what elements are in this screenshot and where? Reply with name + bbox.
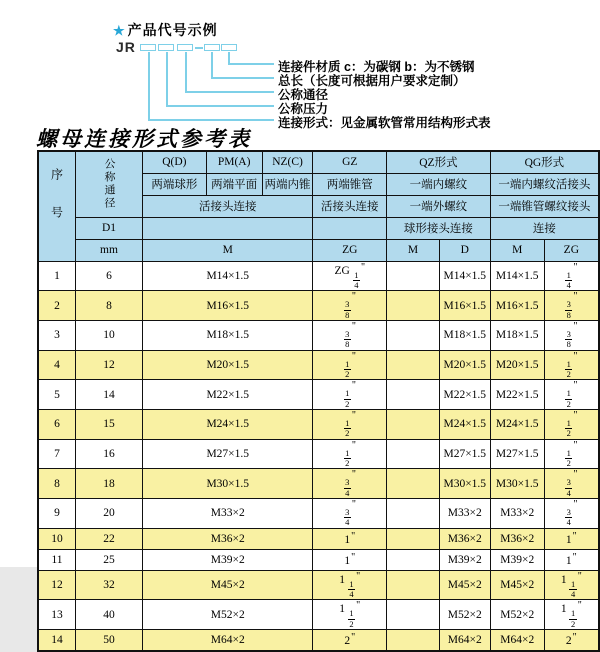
header-mm: mm — [76, 239, 143, 261]
seq-cell: 1 — [38, 261, 76, 291]
qg-m-cell: M27×1.5 — [490, 439, 544, 469]
header-sub-qg: 一端内螺纹活接头 — [490, 173, 599, 195]
table-row — [38, 469, 599, 499]
qz-m-cell — [387, 439, 440, 469]
table-row — [38, 261, 599, 291]
seq-cell: 6 — [38, 409, 76, 439]
table-row — [38, 570, 599, 600]
qz-d-cell: M64×2 — [439, 630, 490, 651]
qg-m-cell: M64×2 — [490, 630, 544, 651]
dn-cell: 14 — [76, 380, 143, 410]
header-gz-blank — [313, 217, 387, 239]
header-sub-pma: 两端平面 — [206, 173, 262, 195]
dn-cell: 10 — [76, 320, 143, 350]
qg-zg-cell: $\frac{3}{4}$ " — [544, 469, 599, 499]
qg-m-cell: M36×2 — [490, 528, 544, 549]
header-col-gz: GZ — [313, 151, 387, 173]
label-total-length: 总长（长度可根据用户要求定制） — [278, 74, 466, 88]
label-nominal-diameter: 公称通径 — [278, 88, 329, 102]
qg-zg-cell: 1 $\frac{1}{4}$ " — [544, 570, 599, 600]
header-unit-qz-m: M — [387, 239, 440, 261]
dn-cell: 25 — [76, 549, 143, 570]
qz-m-cell — [387, 409, 440, 439]
qz-d-cell: M33×2 — [439, 499, 490, 529]
qz-d-cell: M36×2 — [439, 528, 490, 549]
header-sub-qd: 两端球形 — [143, 173, 207, 195]
gz-zg-cell: $\frac{3}{8}$ " — [313, 291, 387, 321]
seq-cell: 12 — [38, 570, 76, 600]
header-col-nzc: NZ(C) — [262, 151, 313, 173]
nut-connection-table — [37, 150, 600, 652]
gz-zg-cell: $\frac{1}{2}$ " — [313, 350, 387, 380]
qz-d-cell: M22×1.5 — [439, 380, 490, 410]
dn-cell: 40 — [76, 600, 143, 630]
seq-cell: 7 — [38, 439, 76, 469]
header-d1-blank — [143, 217, 313, 239]
table-body — [38, 261, 599, 651]
qz-m-cell — [387, 528, 440, 549]
m-value-cell: M30×1.5 — [143, 469, 313, 499]
qz-m-cell — [387, 350, 440, 380]
qg-m-cell: M14×1.5 — [490, 261, 544, 291]
dn-cell: 18 — [76, 469, 143, 499]
qg-m-cell: M18×1.5 — [490, 320, 544, 350]
m-value-cell: M27×1.5 — [143, 439, 313, 469]
code-box-3 — [177, 44, 193, 51]
qz-m-cell — [387, 549, 440, 570]
qz-d-cell: M16×1.5 — [439, 291, 490, 321]
qz-m-cell — [387, 320, 440, 350]
dn-cell: 16 — [76, 439, 143, 469]
dn-cell: 32 — [76, 570, 143, 600]
dn-cell: 22 — [76, 528, 143, 549]
table-row — [38, 499, 599, 529]
qg-m-cell: M20×1.5 — [490, 350, 544, 380]
table-header — [38, 151, 599, 261]
code-dash — [195, 47, 203, 49]
qg-zg-cell: $\frac{1}{4}$ " — [544, 261, 599, 291]
qg-zg-cell: $\frac{3}{8}$ " — [544, 320, 599, 350]
header-dn: 公称通径 — [76, 151, 143, 217]
qz-m-cell — [387, 469, 440, 499]
header-sub-nzc: 两端内锥 — [262, 173, 313, 195]
seq-cell: 4 — [38, 350, 76, 380]
table-row — [38, 291, 599, 321]
header-col-pma: PM(A) — [206, 151, 262, 173]
gz-zg-cell: $\frac{1}{2}$ " — [313, 439, 387, 469]
header-unit-m: M — [143, 239, 313, 261]
qg-zg-cell: $\frac{3}{8}$ " — [544, 291, 599, 321]
seq-cell: 2 — [38, 291, 76, 321]
gz-zg-cell: ZG $\frac{1}{4}$ " — [313, 261, 387, 291]
table-row — [38, 409, 599, 439]
diagram-heading-text: 产品代号示例 — [127, 22, 218, 38]
qz-d-cell: M18×1.5 — [439, 320, 490, 350]
label-material: 连接件材质 c：为碳钢 b：为不锈钢 — [278, 60, 475, 74]
seq-cell: 9 — [38, 499, 76, 529]
header-sub-gz: 两端锥管 — [313, 173, 387, 195]
seq-cell: 3 — [38, 320, 76, 350]
table-row — [38, 439, 599, 469]
table-row — [38, 528, 599, 549]
m-value-cell: M22×1.5 — [143, 380, 313, 410]
qg-m-cell: M52×2 — [490, 600, 544, 630]
header-qg-taper-joint: 一端锥管螺纹接头 — [490, 195, 599, 217]
header-gz-union: 活接头连接 — [313, 195, 387, 217]
code-box-2 — [158, 44, 174, 51]
m-value-cell: M52×2 — [143, 600, 313, 630]
qz-m-cell — [387, 630, 440, 651]
qg-zg-cell: $\frac{1}{2}$ " — [544, 439, 599, 469]
product-code-prefix: JR — [116, 39, 136, 55]
header-qz-external-thread: 一端外螺纹 — [387, 195, 491, 217]
dn-cell: 15 — [76, 409, 143, 439]
gz-zg-cell: 1" — [313, 549, 387, 570]
header-unit-qg-m: M — [490, 239, 544, 261]
qz-d-cell: M52×2 — [439, 600, 490, 630]
qz-m-cell — [387, 600, 440, 630]
qz-d-cell: M14×1.5 — [439, 261, 490, 291]
header-sub-qz: 一端内螺纹 — [387, 173, 491, 195]
code-box-5 — [221, 44, 237, 51]
qg-zg-cell: $\frac{1}{2}$ " — [544, 409, 599, 439]
gz-zg-cell: $\frac{1}{2}$ " — [313, 409, 387, 439]
qz-m-cell — [387, 380, 440, 410]
qg-m-cell: M24×1.5 — [490, 409, 544, 439]
table-row — [38, 630, 599, 651]
table-row — [38, 350, 599, 380]
label-nominal-pressure: 公称压力 — [278, 102, 329, 116]
qg-zg-cell: 1 $\frac{1}{2}$ " — [544, 600, 599, 630]
dn-cell: 50 — [76, 630, 143, 651]
header-unit-qz-d: D — [439, 239, 490, 261]
header-d1: D1 — [76, 217, 143, 239]
qg-m-cell: M16×1.5 — [490, 291, 544, 321]
gz-zg-cell: $\frac{3}{4}$ " — [313, 469, 387, 499]
code-box-1 — [140, 44, 156, 51]
m-value-cell: M16×1.5 — [143, 291, 313, 321]
qz-m-cell — [387, 570, 440, 600]
dn-cell: 12 — [76, 350, 143, 380]
m-value-cell: M24×1.5 — [143, 409, 313, 439]
table-row — [38, 380, 599, 410]
dn-cell: 6 — [76, 261, 143, 291]
gz-zg-cell: 2" — [313, 630, 387, 651]
seq-cell: 14 — [38, 630, 76, 651]
qg-zg-cell: $\frac{1}{2}$ " — [544, 380, 599, 410]
qg-zg-cell: 1" — [544, 528, 599, 549]
connector-line-5 — [148, 52, 274, 121]
qz-m-cell — [387, 261, 440, 291]
table-row — [38, 549, 599, 570]
qg-zg-cell: $\frac{3}{4}$ " — [544, 499, 599, 529]
table-row — [38, 600, 599, 630]
dn-cell: 8 — [76, 291, 143, 321]
header-unit-qg-zg: ZG — [544, 239, 599, 261]
qg-zg-cell: 1" — [544, 549, 599, 570]
seq-cell: 13 — [38, 600, 76, 630]
qg-m-cell: M45×2 — [490, 570, 544, 600]
qz-d-cell: M27×1.5 — [439, 439, 490, 469]
seq-cell: 8 — [38, 469, 76, 499]
qz-m-cell — [387, 291, 440, 321]
gz-zg-cell: 1 $\frac{1}{4}$ " — [313, 570, 387, 600]
seq-cell: 10 — [38, 528, 76, 549]
header-qg-connection: 连接 — [490, 217, 599, 239]
header-union-connection: 活接头连接 — [143, 195, 313, 217]
header-col-qz: QZ形式 — [387, 151, 491, 173]
m-value-cell: M20×1.5 — [143, 350, 313, 380]
table-row — [38, 320, 599, 350]
gz-zg-cell: 1 $\frac{1}{2}$ " — [313, 600, 387, 630]
table-title: 螺母连接形式参考表 — [36, 127, 252, 151]
qg-m-cell: M30×1.5 — [490, 469, 544, 499]
qg-zg-cell: $\frac{1}{2}$ " — [544, 350, 599, 380]
qg-m-cell: M22×1.5 — [490, 380, 544, 410]
diagram-heading — [113, 20, 218, 40]
star-icon: ★ — [113, 23, 126, 38]
m-value-cell: M33×2 — [143, 499, 313, 529]
m-value-cell: M39×2 — [143, 549, 313, 570]
qg-m-cell: M33×2 — [490, 499, 544, 529]
gz-zg-cell: $\frac{3}{4}$ " — [313, 499, 387, 529]
m-value-cell: M18×1.5 — [143, 320, 313, 350]
m-value-cell: M36×2 — [143, 528, 313, 549]
qz-d-cell: M45×2 — [439, 570, 490, 600]
m-value-cell: M64×2 — [143, 630, 313, 651]
label-connection-form: 连接形式：见金属软管常用结构形式表 — [278, 116, 491, 130]
qg-m-cell: M39×2 — [490, 549, 544, 570]
gz-zg-cell: $\frac{3}{8}$ " — [313, 320, 387, 350]
gz-zg-cell: $\frac{1}{2}$ " — [313, 380, 387, 410]
seq-cell: 5 — [38, 380, 76, 410]
qg-zg-cell: 2" — [544, 630, 599, 651]
seq-cell: 11 — [38, 549, 76, 570]
dn-cell: 20 — [76, 499, 143, 529]
m-value-cell: M45×2 — [143, 570, 313, 600]
qz-m-cell — [387, 499, 440, 529]
header-seq: 序号 — [38, 151, 76, 261]
header-col-qd: Q(D) — [143, 151, 207, 173]
qz-d-cell: M20×1.5 — [439, 350, 490, 380]
m-value-cell: M14×1.5 — [143, 261, 313, 291]
qz-d-cell: M24×1.5 — [439, 409, 490, 439]
header-qz-ball-connection: 球形接头连接 — [387, 217, 491, 239]
header-unit-zg: ZG — [313, 239, 387, 261]
qz-d-cell: M30×1.5 — [439, 469, 490, 499]
header-col-qg: QG形式 — [490, 151, 599, 173]
gz-zg-cell: 1" — [313, 528, 387, 549]
qz-d-cell: M39×2 — [439, 549, 490, 570]
code-box-4 — [204, 44, 220, 51]
